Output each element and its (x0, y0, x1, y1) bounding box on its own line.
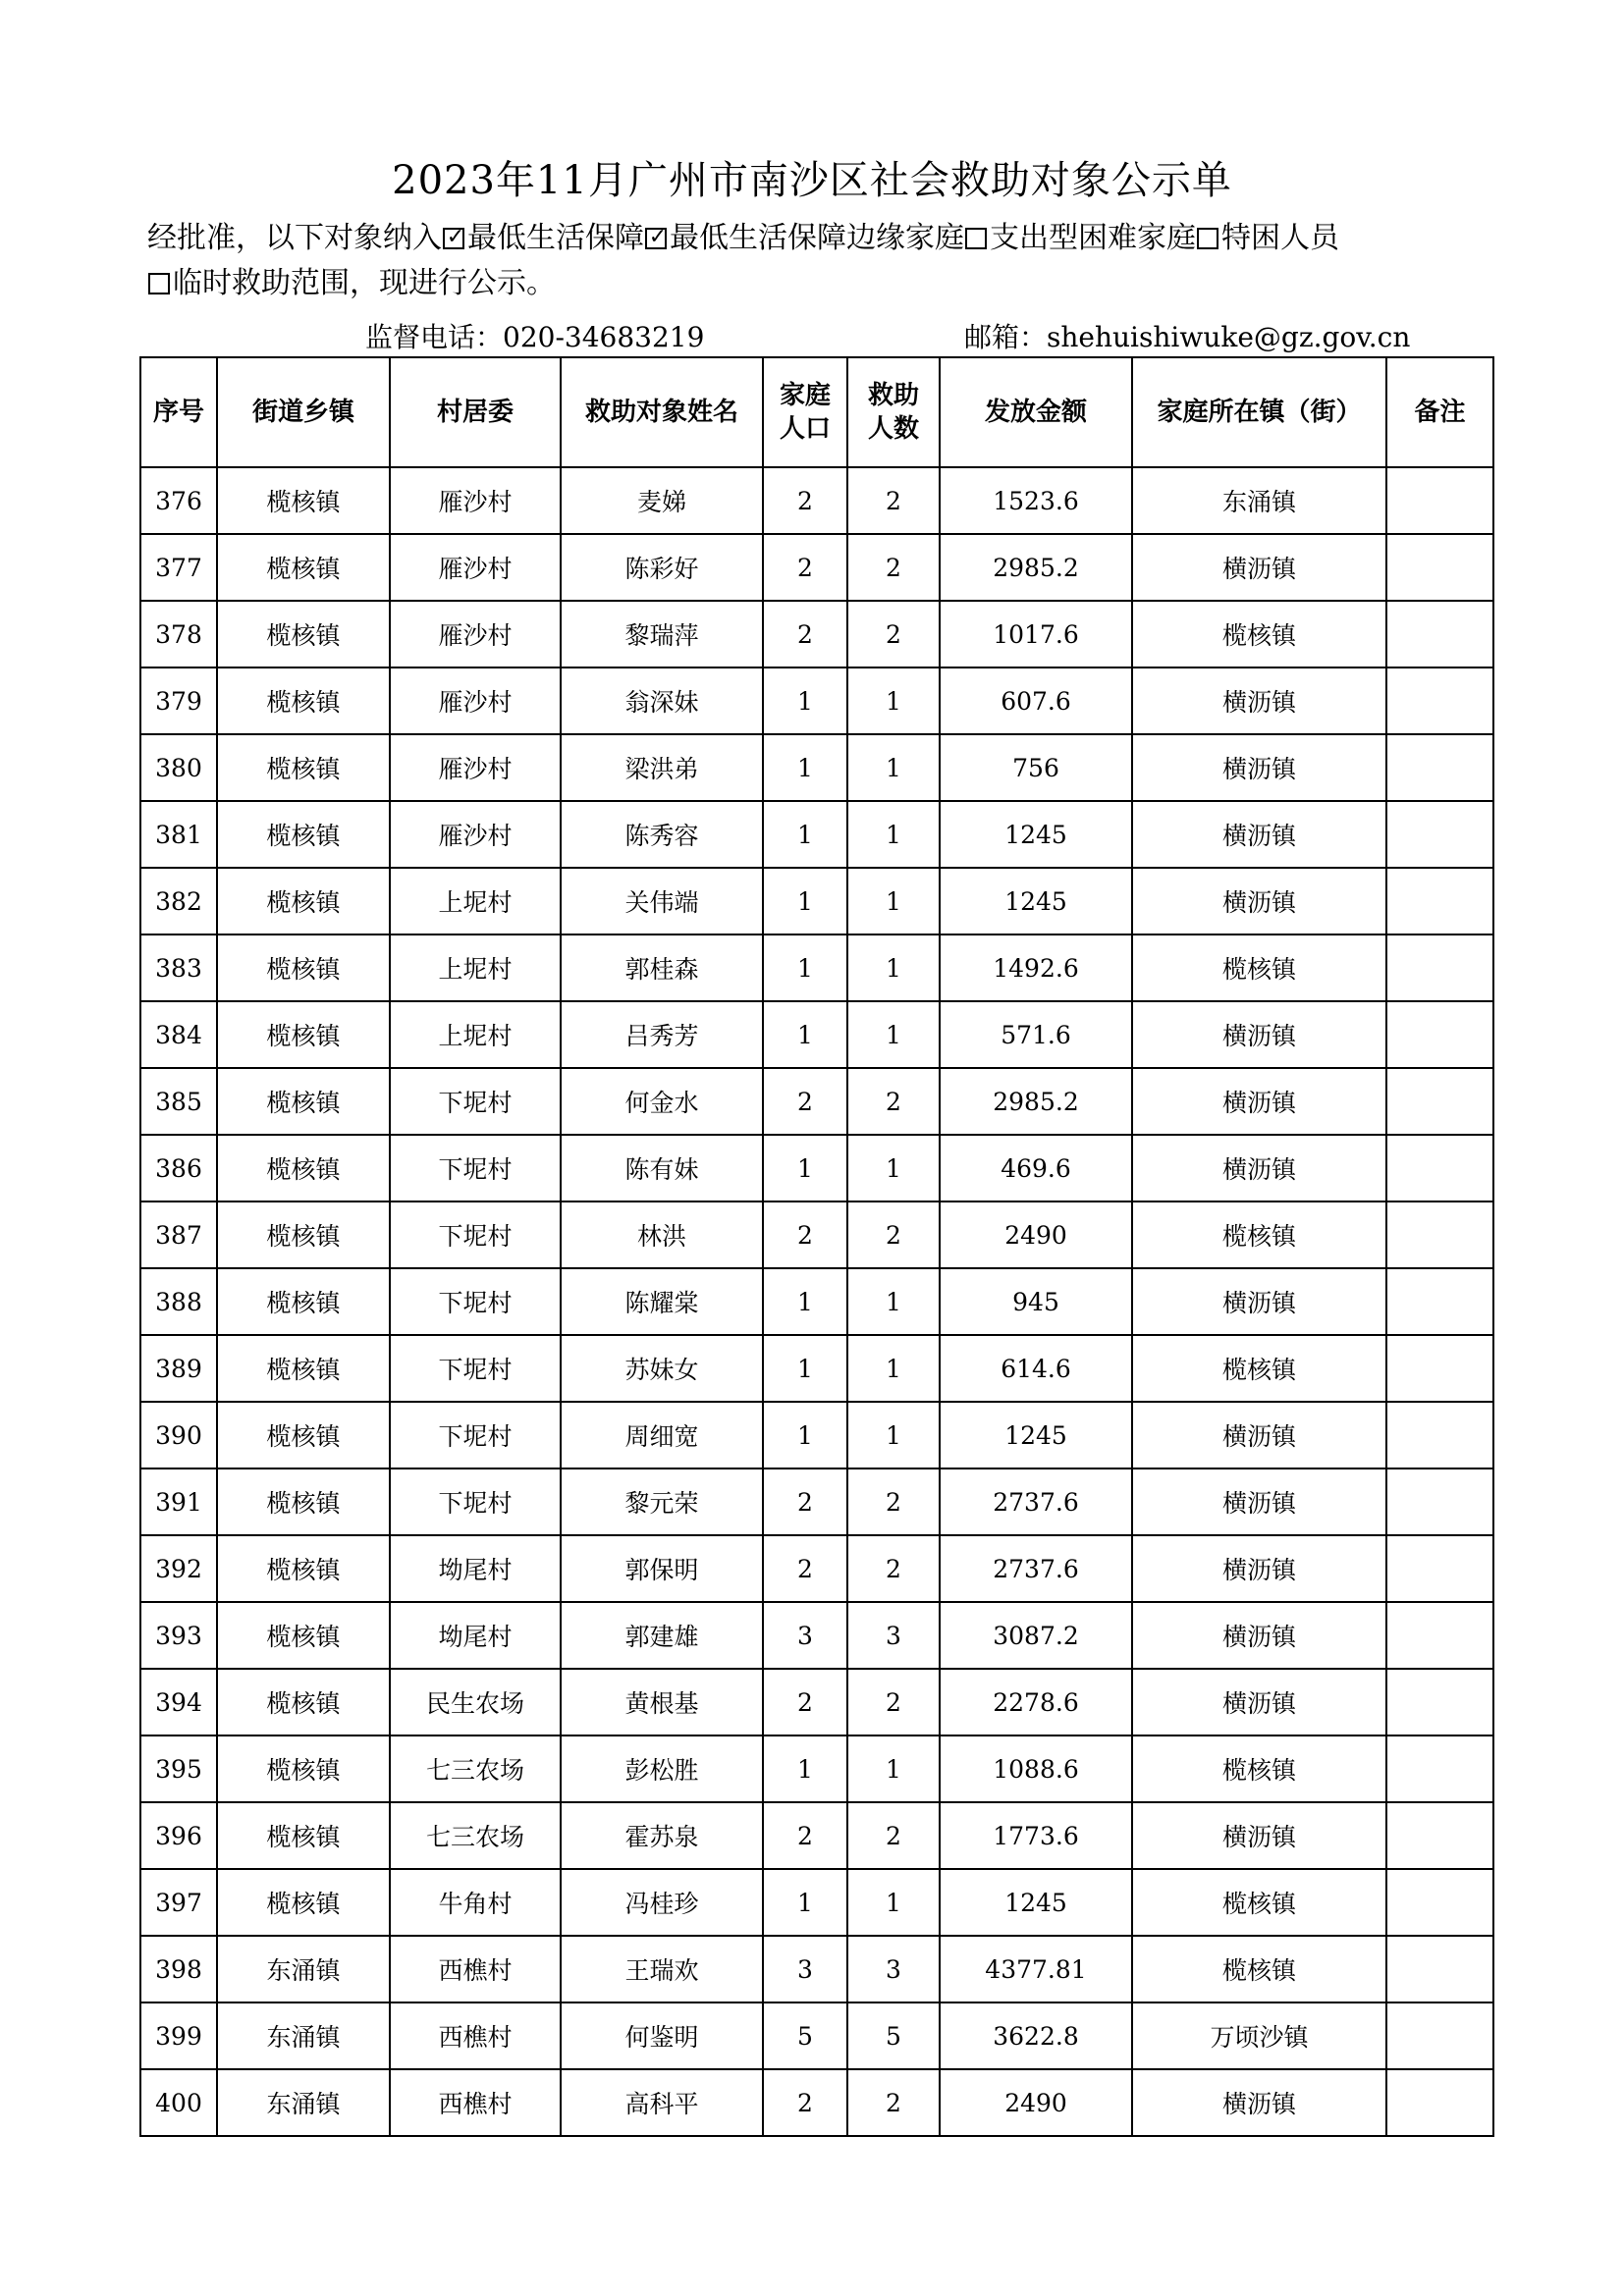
cell-seq: 377 (140, 534, 217, 601)
header-amount: 发放金额 (940, 357, 1132, 467)
cell-street: 榄核镇 (217, 801, 390, 868)
supervision-email: 邮箱：shehuishiwuke@gz.gov.cn (964, 321, 1411, 353)
cell-seq: 393 (140, 1602, 217, 1669)
cell-household-size: 2 (763, 1669, 847, 1735)
cell-village: 雁沙村 (390, 467, 561, 534)
cell-remarks (1386, 934, 1493, 1001)
check-mark-icon: ✓ (648, 225, 668, 249)
cell-village: 坳尾村 (390, 1535, 561, 1602)
cell-street: 榄核镇 (217, 1468, 390, 1535)
cell-village: 下坭村 (390, 1201, 561, 1268)
cell-seq: 392 (140, 1535, 217, 1602)
cell-street: 榄核镇 (217, 868, 390, 934)
cell-street: 榄核镇 (217, 1802, 390, 1869)
cell-name: 林洪 (561, 1201, 763, 1268)
cell-amount: 2278.6 (940, 1669, 1132, 1735)
cell-amount: 1245 (940, 868, 1132, 934)
table-row (140, 934, 1493, 1001)
cell-name: 苏妹女 (561, 1335, 763, 1402)
table-row (140, 1735, 1493, 1802)
cell-name: 翁深妹 (561, 667, 763, 734)
table-row (140, 1869, 1493, 1936)
cell-seq: 394 (140, 1669, 217, 1735)
cell-street: 榄核镇 (217, 534, 390, 601)
cell-name: 梁洪弟 (561, 734, 763, 801)
table-row (140, 1068, 1493, 1135)
table-row (140, 868, 1493, 934)
table-row (140, 667, 1493, 734)
cell-street: 东涌镇 (217, 2002, 390, 2069)
cell-remarks (1386, 1268, 1493, 1335)
cell-name: 彭松胜 (561, 1735, 763, 1802)
cell-home-town: 横沥镇 (1132, 1402, 1386, 1468)
cell-household-size: 1 (763, 1335, 847, 1402)
cell-household-size: 3 (763, 1936, 847, 2002)
cell-household-size: 2 (763, 1468, 847, 1535)
cell-amount: 1773.6 (940, 1802, 1132, 1869)
cell-name: 郭保明 (561, 1535, 763, 1602)
cell-village: 雁沙村 (390, 601, 561, 667)
cell-amount: 2985.2 (940, 534, 1132, 601)
checkbox-icon (645, 225, 668, 249)
cell-village: 西樵村 (390, 2069, 561, 2136)
cell-home-town: 横沥镇 (1132, 1602, 1386, 1669)
cell-home-town: 东涌镇 (1132, 467, 1386, 534)
intro-prefix: 经批准，以下对象纳入 (147, 221, 442, 255)
cell-aided-count: 2 (847, 1535, 940, 1602)
cell-household-size: 1 (763, 868, 847, 934)
header-aided-count: 救助人数 (847, 357, 940, 467)
cell-home-town: 榄核镇 (1132, 1735, 1386, 1802)
cell-amount: 2490 (940, 2069, 1132, 2136)
table-row (140, 1268, 1493, 1335)
option-label: 最低生活保障边缘家庭 (670, 221, 964, 255)
cell-amount: 1017.6 (940, 601, 1132, 667)
cell-remarks (1386, 1602, 1493, 1669)
cell-household-size: 2 (763, 1535, 847, 1602)
cell-village: 下坭村 (390, 1068, 561, 1135)
cell-street: 榄核镇 (217, 1068, 390, 1135)
cell-seq: 384 (140, 1001, 217, 1068)
table-row (140, 1335, 1493, 1402)
cell-amount: 3087.2 (940, 1602, 1132, 1669)
cell-remarks (1386, 1869, 1493, 1936)
page-title: 2023年11月广州市南沙区社会救助对象公示单 (392, 158, 1232, 203)
cell-name: 陈秀容 (561, 801, 763, 868)
header-name: 救助对象姓名 (561, 357, 763, 467)
cell-name: 高科平 (561, 2069, 763, 2136)
cell-aided-count: 3 (847, 1936, 940, 2002)
cell-village: 七三农场 (390, 1802, 561, 1869)
cell-village: 上坭村 (390, 934, 561, 1001)
cell-village: 民生农场 (390, 1669, 561, 1735)
cell-remarks (1386, 601, 1493, 667)
cell-street: 榄核镇 (217, 1602, 390, 1669)
cell-street: 榄核镇 (217, 1869, 390, 1936)
cell-name: 周细宽 (561, 1402, 763, 1468)
cell-street: 榄核镇 (217, 1201, 390, 1268)
cell-household-size: 2 (763, 534, 847, 601)
cell-aided-count: 1 (847, 1402, 940, 1468)
cell-street: 榄核镇 (217, 934, 390, 1001)
cell-amount: 1492.6 (940, 934, 1132, 1001)
cell-aided-count: 2 (847, 467, 940, 534)
cell-street: 榄核镇 (217, 734, 390, 801)
cell-village: 雁沙村 (390, 801, 561, 868)
cell-aided-count: 3 (847, 1602, 940, 1669)
table-row (140, 1602, 1493, 1669)
option-label: 最低生活保障 (467, 221, 644, 255)
cell-seq: 383 (140, 934, 217, 1001)
cell-amount: 2490 (940, 1201, 1132, 1268)
cell-remarks (1386, 1335, 1493, 1402)
cell-aided-count: 2 (847, 1068, 940, 1135)
cell-seq: 400 (140, 2069, 217, 2136)
cell-home-town: 榄核镇 (1132, 601, 1386, 667)
cell-home-town: 万顷沙镇 (1132, 2002, 1386, 2069)
table-row (140, 1468, 1493, 1535)
cell-aided-count: 1 (847, 1001, 940, 1068)
cell-amount: 1245 (940, 1402, 1132, 1468)
relief-recipients-table (139, 356, 1494, 2137)
cell-home-town: 横沥镇 (1132, 1802, 1386, 1869)
cell-street: 榄核镇 (217, 667, 390, 734)
cell-aided-count: 2 (847, 534, 940, 601)
cell-remarks (1386, 1735, 1493, 1802)
cell-village: 雁沙村 (390, 734, 561, 801)
cell-household-size: 2 (763, 1802, 847, 1869)
cell-name: 王瑞欢 (561, 1936, 763, 2002)
table-header-row (140, 357, 1493, 467)
cell-home-town: 横沥镇 (1132, 534, 1386, 601)
table-row (140, 1201, 1493, 1268)
checkbox-icon (148, 273, 170, 294)
cell-village: 牛角村 (390, 1869, 561, 1936)
cell-village: 坳尾村 (390, 1602, 561, 1669)
cell-remarks (1386, 801, 1493, 868)
cell-name: 陈耀棠 (561, 1268, 763, 1335)
cell-home-town: 榄核镇 (1132, 1201, 1386, 1268)
cell-seq: 395 (140, 1735, 217, 1802)
cell-name: 郭桂森 (561, 934, 763, 1001)
cell-street: 榄核镇 (217, 1335, 390, 1402)
cell-home-town: 榄核镇 (1132, 1335, 1386, 1402)
cell-seq: 397 (140, 1869, 217, 1936)
checkbox-icon (1197, 228, 1218, 249)
cell-amount: 469.6 (940, 1135, 1132, 1201)
cell-household-size: 1 (763, 734, 847, 801)
cell-amount: 614.6 (940, 1335, 1132, 1402)
cell-household-size: 2 (763, 601, 847, 667)
cell-household-size: 2 (763, 467, 847, 534)
cell-home-town: 榄核镇 (1132, 934, 1386, 1001)
cell-seq: 390 (140, 1402, 217, 1468)
cell-aided-count: 2 (847, 1802, 940, 1869)
cell-home-town: 横沥镇 (1132, 734, 1386, 801)
cell-village: 西樵村 (390, 2002, 561, 2069)
option-label: 临时救助范围，现进行公示。 (173, 266, 556, 300)
checkbox-icon (965, 228, 987, 249)
cell-village: 下坭村 (390, 1335, 561, 1402)
cell-remarks (1386, 1201, 1493, 1268)
cell-village: 雁沙村 (390, 534, 561, 601)
cell-remarks (1386, 1535, 1493, 1602)
option-label: 支出型困难家庭 (990, 221, 1196, 255)
cell-remarks (1386, 1001, 1493, 1068)
table-row (140, 1535, 1493, 1602)
cell-name: 冯桂珍 (561, 1869, 763, 1936)
cell-household-size: 2 (763, 2069, 847, 2136)
cell-aided-count: 1 (847, 667, 940, 734)
table-row (140, 1135, 1493, 1201)
cell-remarks (1386, 534, 1493, 601)
cell-seq: 385 (140, 1068, 217, 1135)
header-home-town: 家庭所在镇（街） (1132, 357, 1386, 467)
cell-home-town: 横沥镇 (1132, 868, 1386, 934)
cell-amount: 1245 (940, 1869, 1132, 1936)
cell-remarks (1386, 2002, 1493, 2069)
cell-remarks (1386, 1402, 1493, 1468)
cell-name: 陈有妹 (561, 1135, 763, 1201)
cell-seq: 399 (140, 2002, 217, 2069)
cell-street: 榄核镇 (217, 1669, 390, 1735)
cell-name: 陈彩好 (561, 534, 763, 601)
cell-remarks (1386, 1936, 1493, 2002)
cell-amount: 3622.8 (940, 2002, 1132, 2069)
check-mark-icon: ✓ (446, 225, 465, 249)
cell-remarks (1386, 1068, 1493, 1135)
table-row (140, 534, 1493, 601)
cell-seq: 386 (140, 1135, 217, 1201)
cell-village: 雁沙村 (390, 667, 561, 734)
cell-street: 榄核镇 (217, 1135, 390, 1201)
cell-amount: 2985.2 (940, 1068, 1132, 1135)
table-body (140, 467, 1493, 2136)
cell-amount: 1523.6 (940, 467, 1132, 534)
cell-seq: 388 (140, 1268, 217, 1335)
cell-home-town: 横沥镇 (1132, 1135, 1386, 1201)
cell-aided-count: 2 (847, 1468, 940, 1535)
cell-aided-count: 1 (847, 1735, 940, 1802)
cell-seq: 380 (140, 734, 217, 801)
cell-street: 榄核镇 (217, 467, 390, 534)
cell-name: 麦娣 (561, 467, 763, 534)
cell-aided-count: 2 (847, 601, 940, 667)
table-row (140, 1001, 1493, 1068)
cell-aided-count: 1 (847, 734, 940, 801)
cell-name: 何鉴明 (561, 2002, 763, 2069)
cell-street: 榄核镇 (217, 1535, 390, 1602)
option-label: 特困人员 (1221, 221, 1339, 255)
cell-seq: 396 (140, 1802, 217, 1869)
cell-name: 郭建雄 (561, 1602, 763, 1669)
cell-household-size: 2 (763, 1201, 847, 1268)
cell-home-town: 横沥镇 (1132, 1268, 1386, 1335)
cell-home-town: 榄核镇 (1132, 1869, 1386, 1936)
cell-household-size: 1 (763, 934, 847, 1001)
cell-remarks (1386, 2069, 1493, 2136)
cell-amount: 1088.6 (940, 1735, 1132, 1802)
cell-village: 上坭村 (390, 1001, 561, 1068)
cell-name: 吕秀芳 (561, 1001, 763, 1068)
table-row (140, 734, 1493, 801)
cell-remarks (1386, 734, 1493, 801)
table-row (140, 1802, 1493, 1869)
cell-household-size: 1 (763, 1402, 847, 1468)
cell-name: 黎元荣 (561, 1468, 763, 1535)
header-street: 街道乡镇 (217, 357, 390, 467)
table-row (140, 801, 1493, 868)
cell-aided-count: 1 (847, 1268, 940, 1335)
cell-home-town: 横沥镇 (1132, 1535, 1386, 1602)
cell-name: 霍苏泉 (561, 1802, 763, 1869)
cell-household-size: 1 (763, 1735, 847, 1802)
cell-amount: 4377.81 (940, 1936, 1132, 2002)
cell-amount: 945 (940, 1268, 1132, 1335)
cell-village: 西樵村 (390, 1936, 561, 2002)
table-row (140, 2069, 1493, 2136)
table-row (140, 601, 1493, 667)
intro-paragraph (147, 216, 1502, 306)
cell-amount: 1245 (940, 801, 1132, 868)
cell-aided-count: 2 (847, 2069, 940, 2136)
table-row (140, 1402, 1493, 1468)
cell-amount: 2737.6 (940, 1535, 1132, 1602)
cell-amount: 571.6 (940, 1001, 1132, 1068)
table-row (140, 1669, 1493, 1735)
cell-village: 下坭村 (390, 1468, 561, 1535)
cell-remarks (1386, 1468, 1493, 1535)
checkbox-icon (443, 225, 465, 249)
cell-seq: 389 (140, 1335, 217, 1402)
cell-street: 东涌镇 (217, 2069, 390, 2136)
cell-amount: 756 (940, 734, 1132, 801)
cell-seq: 376 (140, 467, 217, 534)
cell-aided-count: 5 (847, 2002, 940, 2069)
cell-aided-count: 1 (847, 801, 940, 868)
table-row (140, 2002, 1493, 2069)
cell-household-size: 1 (763, 1135, 847, 1201)
header-remarks: 备注 (1386, 357, 1493, 467)
cell-name: 黎瑞萍 (561, 601, 763, 667)
cell-household-size: 3 (763, 1602, 847, 1669)
cell-name: 关伟端 (561, 868, 763, 934)
cell-aided-count: 1 (847, 868, 940, 934)
cell-remarks (1386, 1802, 1493, 1869)
cell-seq: 381 (140, 801, 217, 868)
cell-home-town: 横沥镇 (1132, 1068, 1386, 1135)
cell-name: 何金水 (561, 1068, 763, 1135)
cell-name: 黄根基 (561, 1669, 763, 1735)
cell-remarks (1386, 667, 1493, 734)
cell-aided-count: 2 (847, 1669, 940, 1735)
cell-household-size: 2 (763, 1068, 847, 1135)
cell-village: 下坭村 (390, 1268, 561, 1335)
header-seq: 序号 (140, 357, 217, 467)
cell-village: 下坭村 (390, 1402, 561, 1468)
cell-aided-count: 1 (847, 1335, 940, 1402)
cell-village: 上坭村 (390, 868, 561, 934)
cell-street: 榄核镇 (217, 1001, 390, 1068)
cell-seq: 398 (140, 1936, 217, 2002)
cell-remarks (1386, 467, 1493, 534)
cell-home-town: 横沥镇 (1132, 2069, 1386, 2136)
cell-amount: 607.6 (940, 667, 1132, 734)
cell-street: 榄核镇 (217, 1402, 390, 1468)
cell-remarks (1386, 1669, 1493, 1735)
header-village: 村居委 (390, 357, 561, 467)
cell-home-town: 横沥镇 (1132, 801, 1386, 868)
cell-home-town: 横沥镇 (1132, 1669, 1386, 1735)
cell-household-size: 1 (763, 1869, 847, 1936)
cell-aided-count: 1 (847, 1869, 940, 1936)
cell-household-size: 1 (763, 1268, 847, 1335)
cell-home-town: 横沥镇 (1132, 667, 1386, 734)
table-row (140, 1936, 1493, 2002)
cell-seq: 387 (140, 1201, 217, 1268)
cell-aided-count: 1 (847, 934, 940, 1001)
cell-home-town: 横沥镇 (1132, 1468, 1386, 1535)
cell-amount: 2737.6 (940, 1468, 1132, 1535)
cell-household-size: 1 (763, 1001, 847, 1068)
header-household-size: 家庭人口 (763, 357, 847, 467)
cell-street: 榄核镇 (217, 1268, 390, 1335)
cell-household-size: 1 (763, 667, 847, 734)
cell-seq: 391 (140, 1468, 217, 1535)
cell-village: 七三农场 (390, 1735, 561, 1802)
cell-aided-count: 2 (847, 1201, 940, 1268)
cell-seq: 379 (140, 667, 217, 734)
cell-street: 东涌镇 (217, 1936, 390, 2002)
cell-seq: 378 (140, 601, 217, 667)
cell-street: 榄核镇 (217, 601, 390, 667)
cell-aided-count: 1 (847, 1135, 940, 1201)
cell-street: 榄核镇 (217, 1735, 390, 1802)
cell-village: 下坭村 (390, 1135, 561, 1201)
table-row (140, 467, 1493, 534)
cell-household-size: 1 (763, 801, 847, 868)
cell-household-size: 5 (763, 2002, 847, 2069)
cell-seq: 382 (140, 868, 217, 934)
cell-remarks (1386, 1135, 1493, 1201)
cell-home-town: 横沥镇 (1132, 1001, 1386, 1068)
cell-remarks (1386, 868, 1493, 934)
supervision-phone: 监督电话：020-34683219 (365, 321, 705, 353)
cell-home-town: 榄核镇 (1132, 1936, 1386, 2002)
